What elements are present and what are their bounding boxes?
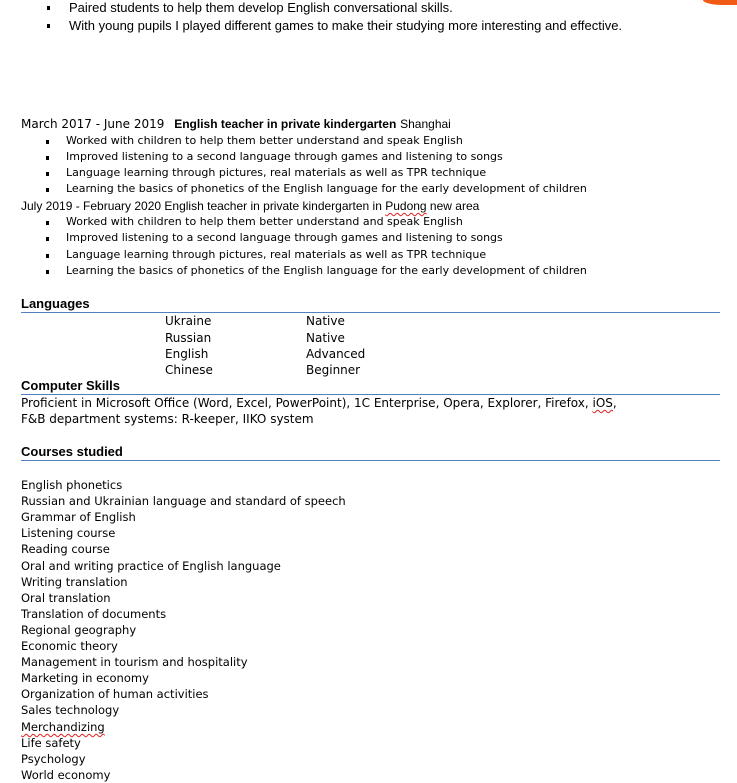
course-item: Management in tourism and hospitality xyxy=(21,655,248,669)
bullet-icon xyxy=(46,270,49,274)
section-heading: Computer Skills xyxy=(21,378,120,393)
bullet-icon xyxy=(47,24,50,28)
skills-line: F&B department systems: R-keeper, IIKO system xyxy=(21,412,314,426)
job-bullet: Language learning through pictures, real materials as well as TPR technique xyxy=(66,166,487,179)
language-level: Beginner xyxy=(306,363,361,377)
job-header xyxy=(21,199,479,213)
language-level: Advanced xyxy=(306,347,366,361)
section-heading: Courses studied xyxy=(21,444,123,459)
section-rule xyxy=(21,312,720,313)
job-header-text: July 2019 - February 2020 English teacher in private kindergarten in xyxy=(21,199,386,213)
course-item: Sales technology xyxy=(21,703,120,717)
language-name: Chinese xyxy=(165,363,213,377)
language-name: Ukraine xyxy=(165,314,212,328)
job-bullet: Learning the basics of phonetics of the English language for the early development of children xyxy=(66,264,587,277)
course-item: English phonetics xyxy=(21,478,123,492)
bullet-icon xyxy=(46,156,49,160)
job-bullet: Language learning through pictures, real materials as well as TPR technique xyxy=(66,248,487,261)
job-bullet: Worked with children to help them better understand and speak English xyxy=(66,215,463,228)
language-level: Native xyxy=(306,314,345,328)
job-header xyxy=(21,117,451,131)
course-item: Oral and writing practice of English language xyxy=(21,559,281,573)
bullet-icon xyxy=(46,237,49,241)
job-bullet: Improved listening to a second language through games and listening to songs xyxy=(66,150,503,163)
course-item: Listening course xyxy=(21,526,116,540)
language-name: Russian xyxy=(165,331,212,345)
course-item: Oral translation xyxy=(21,591,111,605)
job-bullet: Improved listening to a second language through games and listening to songs xyxy=(66,231,503,244)
course-item: Reading course xyxy=(21,542,110,556)
job-location: Shanghai xyxy=(400,117,451,131)
orange-decoration xyxy=(703,0,737,5)
bullet-icon xyxy=(46,140,49,144)
course-item: Grammar of English xyxy=(21,510,136,524)
job-bullet: Worked with children to help them better understand and speak English xyxy=(66,134,463,147)
course-item: Russian and Ukrainian language and standard of speech xyxy=(21,494,346,508)
bullet-icon xyxy=(46,221,49,225)
language-name: English xyxy=(165,347,209,361)
language-level: Native xyxy=(306,331,345,345)
course-item: Writing translation xyxy=(21,575,128,589)
bullet-icon xyxy=(46,172,49,176)
section-rule xyxy=(21,460,720,461)
bullet-icon xyxy=(46,254,49,258)
job-dates: March 2017 - June 2019 xyxy=(21,117,165,131)
job-header-text: new area xyxy=(426,199,480,213)
course-item: Regional geography xyxy=(21,623,137,637)
spellcheck-word: iOS xyxy=(592,396,613,410)
course-item: World economy xyxy=(21,768,111,782)
job-title: English teacher in private kindergarten xyxy=(174,117,397,131)
bullet-icon xyxy=(46,188,49,192)
job-bullet: Learning the basics of phonetics of the English language for the early development of children xyxy=(66,182,587,195)
course-item: Merchandizing xyxy=(21,720,105,734)
course-item: Marketing in economy xyxy=(21,671,149,685)
skills-text: Proficient in Microsoft Office (Word, Excel, PowerPoint), 1C Enterprise, Opera, Explorer, Firefox, xyxy=(21,396,593,410)
section-heading: Languages xyxy=(21,296,90,311)
top-bullet-item: Paired students to help them develop English conversational skills. xyxy=(69,0,453,15)
spellcheck-word: Pudong xyxy=(385,199,427,213)
section-rule xyxy=(21,394,720,395)
skills-text: , xyxy=(612,396,617,410)
course-item: Psychology xyxy=(21,752,86,766)
skills-line xyxy=(21,396,617,410)
top-bullet-item: With young pupils I played different games to make their studying more interesting and effective. xyxy=(69,18,623,33)
bullet-icon xyxy=(47,6,50,10)
course-item: Economic theory xyxy=(21,639,118,653)
course-item: Translation of documents xyxy=(21,607,167,621)
course-item: Life safety xyxy=(21,736,81,750)
course-item: Organization of human activities xyxy=(21,687,209,701)
